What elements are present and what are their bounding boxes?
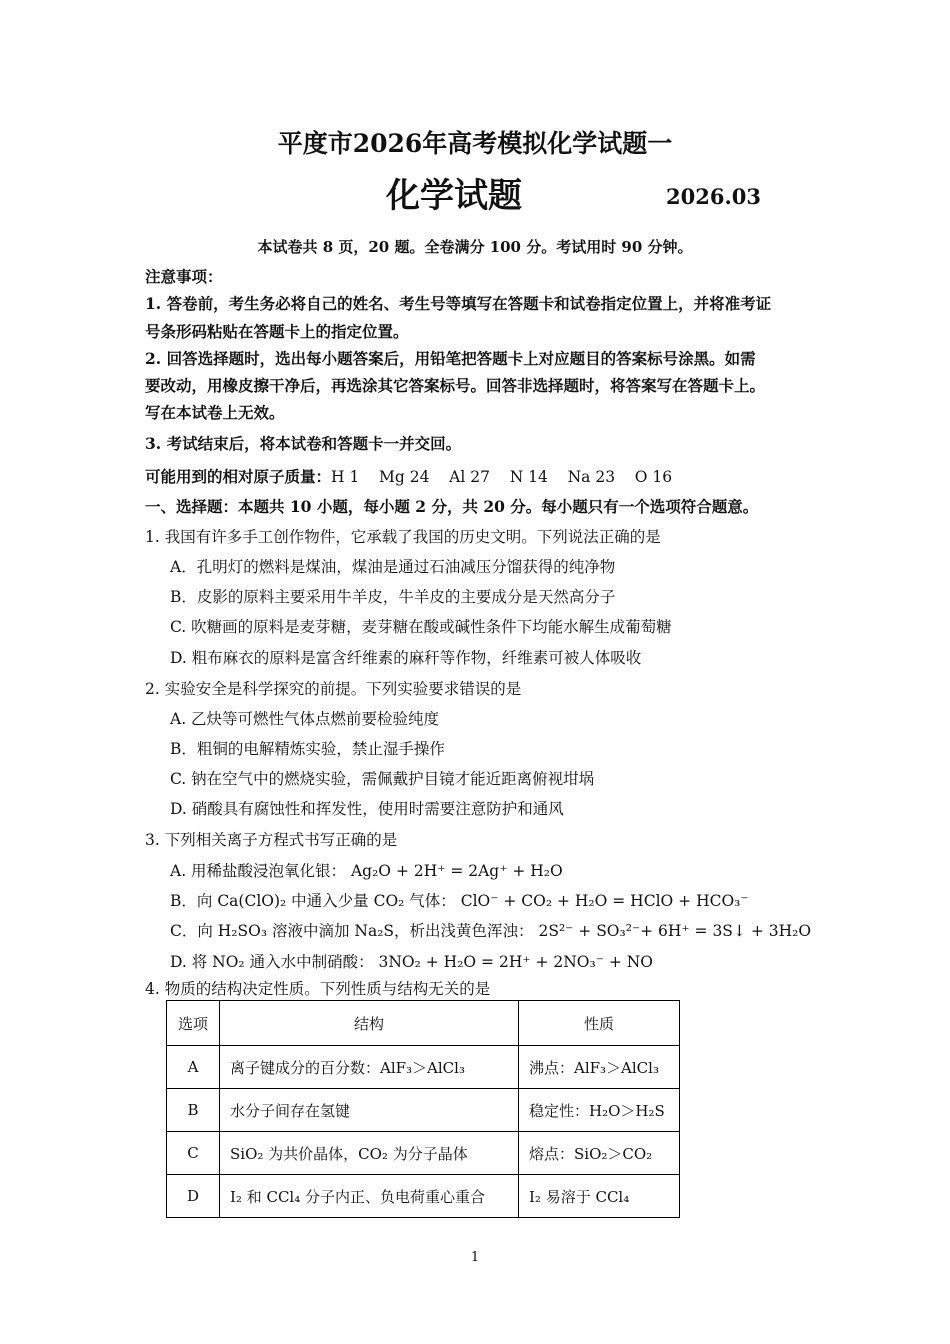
table-cell-property: 稳定性：H₂O＞H₂S <box>519 1089 680 1132</box>
question-3-option-d: D. 将 NO₂ 通入水中制硝酸： 3NO₂ + H₂O = 2H⁺ + 2NO₃⁻ + NO <box>170 953 653 971</box>
table-cell-structure: I₂ 和 CCl₄ 分子内正、负电荷重心重合 <box>220 1175 519 1218</box>
notes-heading: 注意事项： <box>145 267 223 286</box>
question-2-option-d: D. 硝酸具有腐蚀性和挥发性，使用时需要注意防护和通风 <box>170 800 564 818</box>
table-cell-structure: 离子键成分的百分数：AlF₃＞AlCl₃ <box>220 1046 519 1089</box>
atomic-masses-values: H 1 Mg 24 Al 27 N 14 Na 23 O 16 <box>331 468 673 486</box>
table-cell-property: 熔点：SiO₂＞CO₂ <box>519 1132 680 1175</box>
table-cell-option: D <box>167 1175 220 1218</box>
question-1-option-c: C. 吹糖画的原料是麦芽糖，麦芽糖在酸或碱性条件下均能水解生成葡萄糖 <box>170 618 672 636</box>
question-1-option-b: B．皮影的原料主要采用牛羊皮，牛羊皮的主要成分是天然高分子 <box>170 588 616 606</box>
table-cell-option: B <box>167 1089 220 1132</box>
exam-title: 平度市2026年高考模拟化学试题一 <box>277 129 673 158</box>
table-cell-property: I₂ 易溶于 CCl₄ <box>519 1175 680 1218</box>
note-2c: 写在本试卷上无效。 <box>145 403 285 422</box>
table-row <box>167 1089 680 1132</box>
question-2-option-c: C. 钠在空气中的燃烧实验，需佩戴护目镜才能近距离俯视坩埚 <box>170 770 595 788</box>
atomic-masses <box>145 465 672 487</box>
question-1-option-a: A．孔明灯的燃料是煤油，煤油是通过石油减压分馏获得的纯净物 <box>170 558 616 576</box>
table-row <box>167 1046 680 1089</box>
subject-title: 化学试题 <box>386 176 522 216</box>
question-3-option-c: C．向 H₂SO₃ 溶液中滴加 Na₂S，析出浅黄色浑浊： 2S²⁻ + SO₃²⁻+ 6H⁺ = 3S↓ + 3H₂O <box>170 922 812 940</box>
question-1-option-d: D. 粗布麻衣的原料是富含纤维素的麻秆等作物，纤维素可被人体吸收 <box>170 649 642 667</box>
table-row <box>167 1175 680 1218</box>
question-2-stem: 2. 实验安全是科学探究的前提。下列实验要求错误的是 <box>145 680 522 698</box>
atomic-masses-label: 可能用到的相对原子质量： <box>145 467 332 486</box>
exam-date: 2026.03 <box>666 184 761 209</box>
table-cell-property: 沸点：AlF₃＞AlCl₃ <box>519 1046 680 1089</box>
table-cell-structure: 水分子间存在氢键 <box>220 1089 519 1132</box>
page-number: 1 <box>470 1250 480 1265</box>
table-cell-structure: SiO₂ 为共价晶体，CO₂ 为分子晶体 <box>220 1132 519 1175</box>
question-1-stem: 1. 我国有许多手工创作物件，它承载了我国的历史文明。下列说法正确的是 <box>145 528 661 546</box>
table-cell-option: A <box>167 1046 220 1089</box>
question-3-stem: 3. 下列相关离子方程式书写正确的是 <box>145 831 398 849</box>
question-4-stem: 4. 物质的结构决定性质。下列性质与结构无关的是 <box>145 980 491 998</box>
note-2a: 2. 回答选择题时，选出每小题答案后，用铅笔把答题卡上对应题目的答案标号涂黑。如需 <box>145 349 756 368</box>
table-header-row <box>167 1001 680 1046</box>
question-2-option-a: A. 乙炔等可燃性气体点燃前要检验纯度 <box>170 710 440 728</box>
note-1b: 号条形码粘贴在答题卡上的指定位置。 <box>145 322 409 341</box>
note-3: 3. 考试结束后，将本试卷和答题卡一并交回。 <box>145 434 462 453</box>
table-header-cell: 选项 <box>167 1001 220 1046</box>
note-1a: 1. 答卷前，考生务必将自己的姓名、考生号等填写在答题卡和试卷指定位置上，并将准考证 <box>145 294 772 313</box>
question-3-option-a: A. 用稀盐酸浸泡氧化银： Ag₂O + 2H⁺ = 2Ag⁺ + H₂O <box>170 862 563 880</box>
exam-summary: 本试卷共 8 页，20 题。全卷满分 100 分。考试用时 90 分钟。 <box>257 238 693 256</box>
question-2-option-b: B．粗铜的电解精炼实验，禁止湿手操作 <box>170 740 445 758</box>
table-header-cell: 结构 <box>220 1001 519 1046</box>
section-heading: 一、选择题：本题共 10 小题，每小题 2 分，共 20 分。每小题只有一个选项符合题意。 <box>145 497 759 516</box>
table-cell-option: C <box>167 1132 220 1175</box>
table-header-cell: 性质 <box>519 1001 680 1046</box>
note-2b: 要改动，用橡皮擦干净后，再选涂其它答案标号。回答非选择题时，将答案写在答题卡上。 <box>145 376 766 395</box>
table-row <box>167 1132 680 1175</box>
question-3-option-b: B．向 Ca(ClO)₂ 中通入少量 CO₂ 气体： ClO⁻ + CO₂ + H₂O = HClO + HCO₃⁻ <box>170 892 749 910</box>
structure-property-table <box>166 1000 680 1218</box>
